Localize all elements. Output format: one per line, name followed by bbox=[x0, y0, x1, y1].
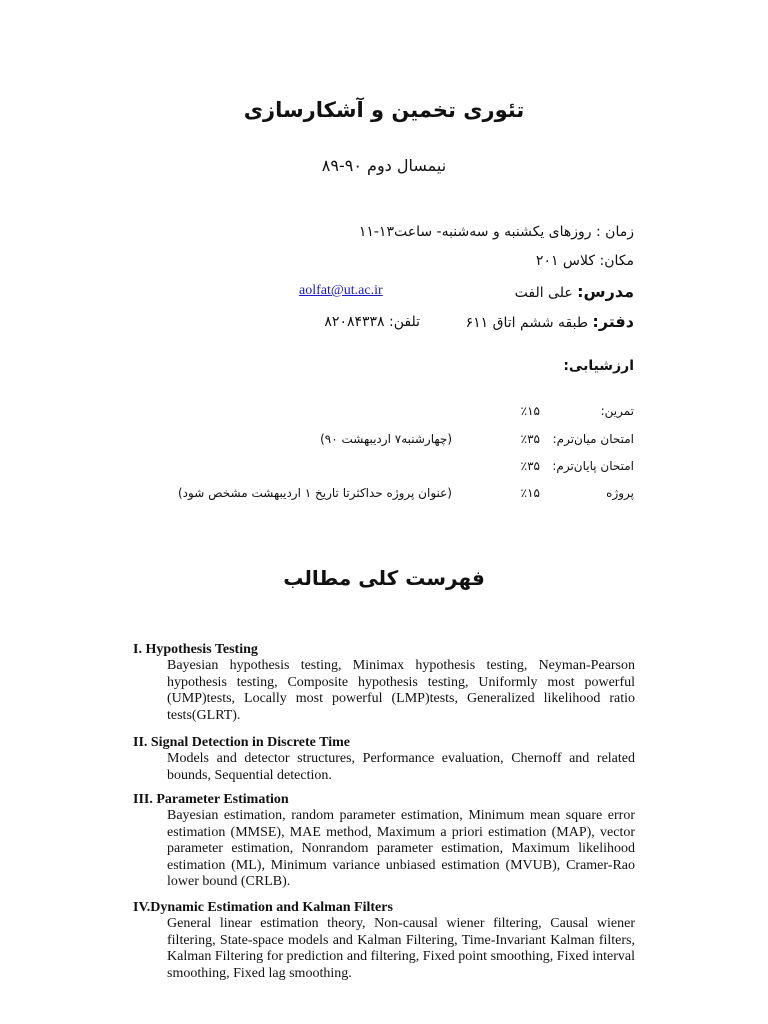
instructor-row bbox=[434, 282, 634, 301]
eval-row-label: پروژه bbox=[606, 486, 634, 500]
section-body: Bayesian hypothesis testing, Minimax hypothesis testing, Neyman-Pearson hypothesis testing, Composite hypothesis testing, Uniformly most powerful (UMP)tests, Locally most powerful (LMP)tests, Generalized likelihood ratio tests(GLRT). bbox=[167, 658, 635, 723]
section-title: I. Hypothesis Testing bbox=[133, 642, 258, 657]
course-place: مکان: کلاس ۲۰۱ bbox=[535, 253, 634, 269]
eval-row-percent: ٪۳۵ bbox=[520, 432, 540, 446]
instructor-name: علی الفت bbox=[514, 285, 573, 301]
eval-row-note: (عنوان پروژه حداکثرتا تاریخ ۱ اردیبهشت مشخص شود) bbox=[177, 486, 452, 500]
document-title: تئوری تخمین و آشکارسازی bbox=[243, 98, 525, 122]
instructor-label: مدرس: bbox=[577, 282, 634, 301]
eval-row-percent: ٪۱۵ bbox=[520, 486, 540, 500]
semester-label: نیمسال دوم ۹۰-۸۹ bbox=[321, 156, 447, 175]
office-label: دفتر: bbox=[592, 312, 634, 331]
section-body: Models and detector structures, Performance evaluation, Chernoff and related bounds, Sequential detection. bbox=[167, 751, 635, 783]
instructor-email-link[interactable]: aolfat@ut.ac.ir bbox=[299, 283, 383, 298]
section-body: Bayesian estimation, random parameter estimation, Minimum mean square error estimation (MMSE), MAE method, Maximum a priori estimation (MAP), vector parameter estimation, Nonrandom parameter estimation, Maximum likelihood estimation (ML), Minimum variance unbiased estimation (MVUB), Cramer-Rao lower bound (CRLB). bbox=[167, 808, 635, 889]
section-title: III. Parameter Estimation bbox=[133, 792, 289, 807]
section-3 bbox=[133, 792, 635, 891]
eval-row-note: (چهارشنبه۷ اردیبهشت ۹۰) bbox=[320, 432, 452, 446]
eval-row-percent: ٪۱۵ bbox=[520, 404, 540, 418]
section-title: II. Signal Detection in Discrete Time bbox=[133, 735, 350, 750]
office-row bbox=[434, 312, 634, 331]
section-2 bbox=[133, 735, 635, 784]
section-body: General linear estimation theory, Non-causal wiener filtering, Causal wiener filtering, State-space models and Kalman Filtering, Time-Invariant Kalman filters, Kalman Filtering for prediction and filtering, Fixed point smoothing, Fixed interval smoothing, Fixed lag smoothing. bbox=[167, 916, 635, 981]
eval-row-label: امتحان پایان‌ترم: bbox=[552, 459, 634, 473]
section-1 bbox=[133, 642, 635, 724]
toc-title: فهرست کلی مطالب bbox=[283, 566, 485, 590]
office-phone: تلفن: ۸۲۰۸۴۳۳۸ bbox=[324, 314, 420, 330]
eval-row-label: تمرین: bbox=[600, 404, 634, 418]
section-4 bbox=[133, 900, 635, 982]
evaluation-heading: ارزشیابی: bbox=[563, 358, 634, 374]
eval-row-percent: ٪۳۵ bbox=[520, 459, 540, 473]
section-title: IV.Dynamic Estimation and Kalman Filters bbox=[133, 900, 393, 915]
office-value: طبقه ششم اتاق ۶۱۱ bbox=[465, 315, 588, 331]
eval-row-label: امتحان میان‌ترم: bbox=[552, 432, 634, 446]
course-time: زمان : روزهای یکشنبه و سه‌شنبه- ساعت۱۳-۱۱ bbox=[358, 224, 634, 240]
